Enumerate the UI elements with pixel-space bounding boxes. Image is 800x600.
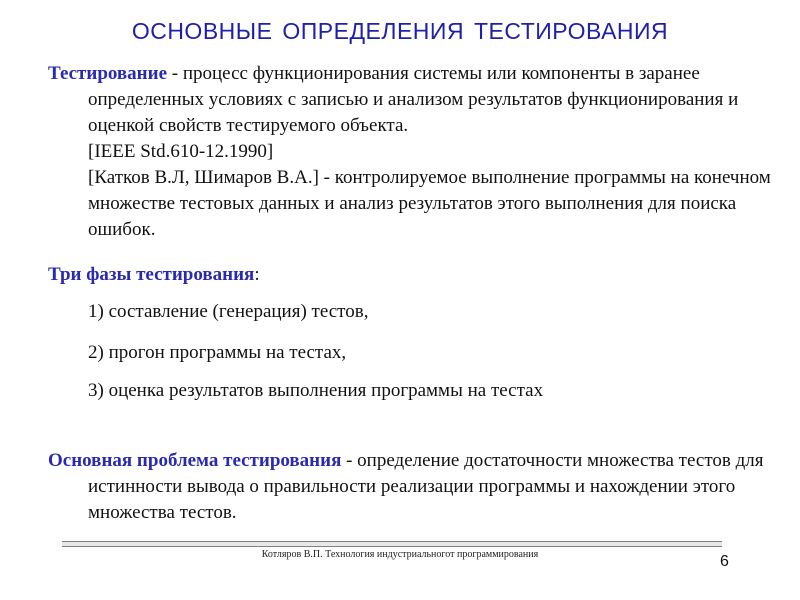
footer-divider <box>62 541 722 547</box>
phase-item-2: 2) прогон программы на тестах, <box>88 342 347 363</box>
problem-block <box>48 448 778 526</box>
footer-author: Котляров В.П. Технология индустриальногот программирования <box>261 549 539 560</box>
phases-colon: : <box>254 264 260 285</box>
slide-title: ОСНОВНЫЕ ОПРЕДЕЛЕНИЯ ТЕСТИРОВАНИЯ <box>131 18 669 44</box>
definition-paragraph <box>48 61 778 139</box>
problem-text: - определение достаточности множества тестов для истинности вывода о правильности реализации программы и нахождении этого множества тестов. <box>88 450 764 523</box>
reference-katkov: [Катков В.Л, Шимаров В.А.] - контролируемое выполнение программы на конечном множестве тестовых данных и анализ результатов этого выполнения для поиска ошибок. <box>88 167 771 240</box>
page-number: 6 <box>720 553 729 570</box>
definition-text: - процесс функционирования системы или компоненты в заранее определенных условиях с записью и анализом результатов функционирования и оценкой свойств тестируемого объекта. <box>88 63 739 136</box>
problem-paragraph <box>48 448 778 526</box>
phases-term: Три фазы тестирования <box>48 264 255 285</box>
phases-heading <box>48 262 778 288</box>
phase-item-1: 1) составление (генерация) тестов, <box>88 301 369 322</box>
reference-ieee: [IEEE Std.610-12.1990] <box>88 141 274 162</box>
definition-block <box>48 61 778 243</box>
definition-term: Тестирование <box>48 63 168 84</box>
problem-term: Основная проблема тестирования <box>48 450 342 471</box>
phase-item-3: 3) оценка результатов выполнения программы на тестах <box>88 380 544 401</box>
